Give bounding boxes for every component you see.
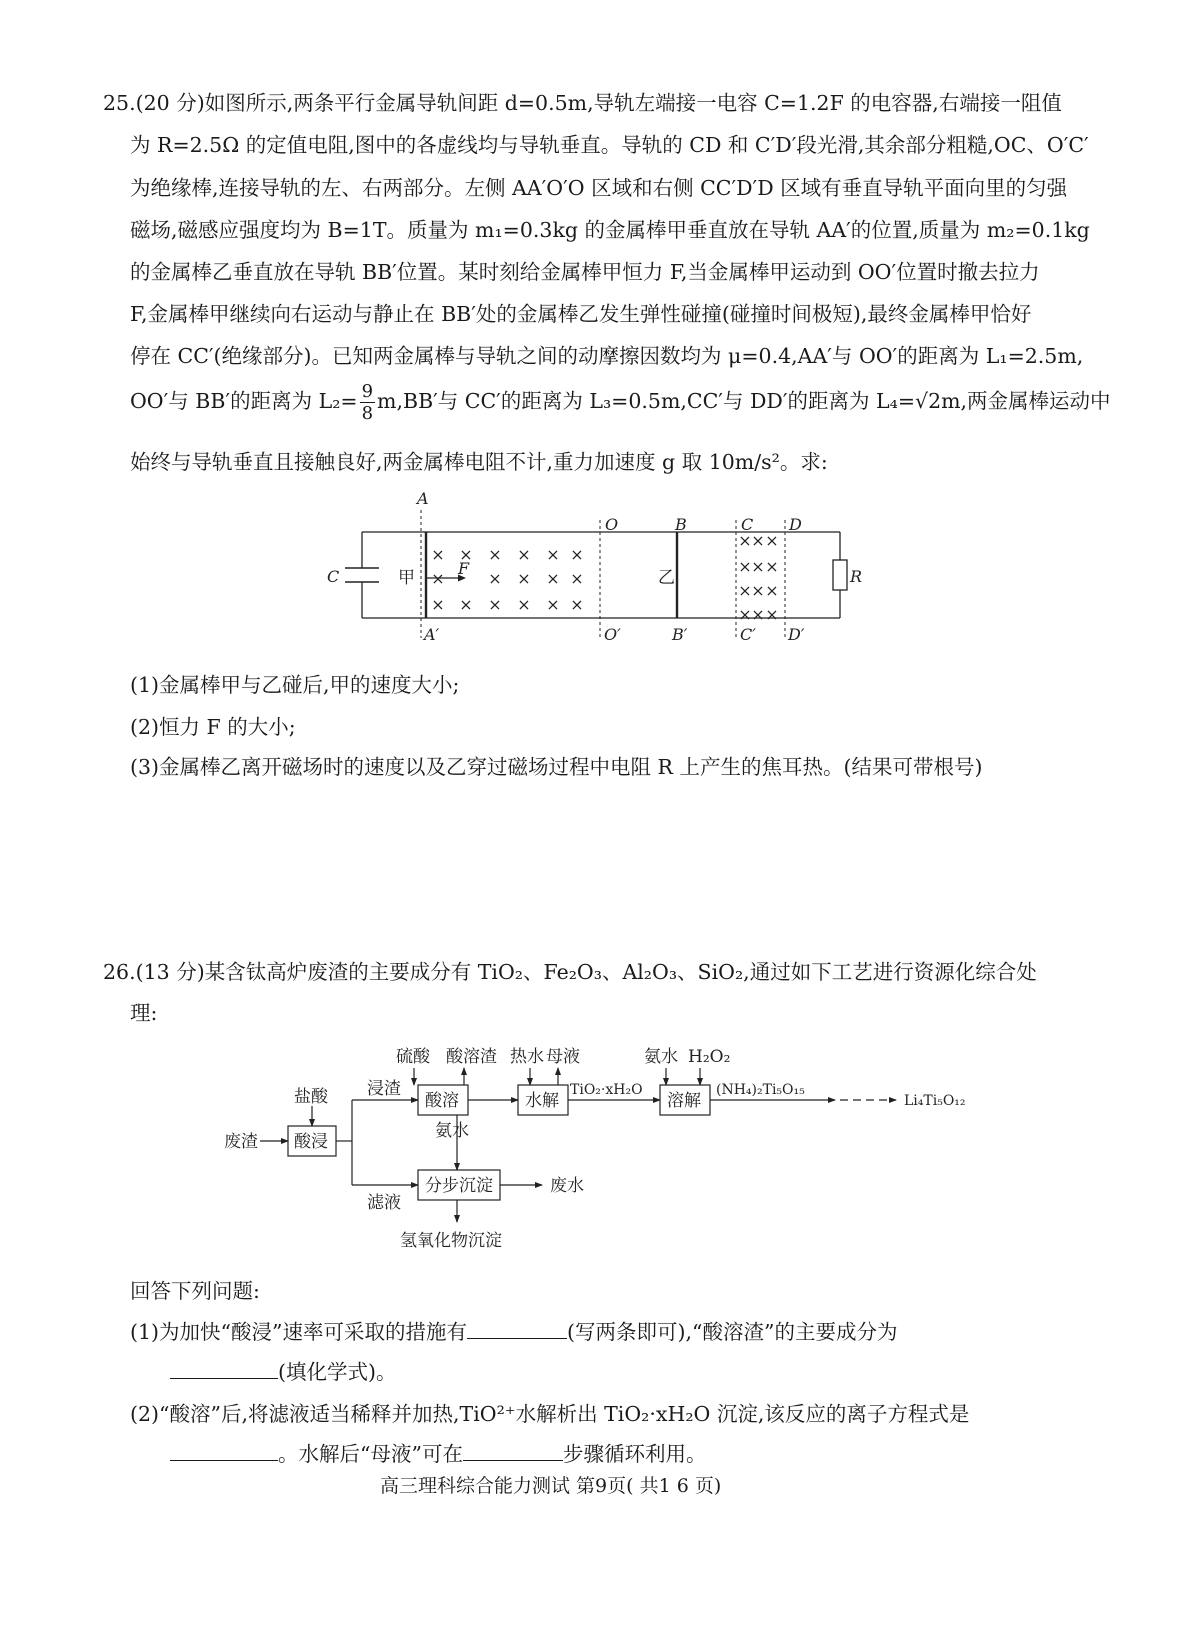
svg-text:×: × <box>459 595 473 614</box>
label-C-prime: C′ <box>740 625 756 644</box>
svg-text:×: × <box>517 545 531 564</box>
svg-text:×: × <box>570 545 584 564</box>
flow-hcl: 盐酸 <box>294 1087 328 1107</box>
svg-text:×: × <box>738 557 752 576</box>
svg-text:×: × <box>488 569 502 588</box>
flow-start: 废渣 <box>224 1132 258 1152</box>
answer-blank[interactable] <box>170 1362 278 1379</box>
label-A-prime: A′ <box>424 625 440 644</box>
flow-tio2-hydrate: TiO₂·xH₂O <box>570 1082 643 1098</box>
q25-sub-1: (1)金属棒甲与乙碰后,甲的速度大小; <box>130 673 460 697</box>
q25-sub-3: (3)金属棒乙离开磁场时的速度以及乙穿过磁场过程中电阻 R 上产生的焦耳热。(结果可带根号) <box>130 755 983 779</box>
flow-hot-water: 热水 <box>510 1047 544 1067</box>
label-A: A <box>417 490 429 508</box>
field-crosses <box>431 531 778 624</box>
svg-text:×: × <box>431 545 445 564</box>
q25-line-7: 停在 CC′(绝缘部分)。已知两金属棒与导轨之间的动摩擦因数均为 μ=0.4,AA′与 OO′的距离为 L₁=2.5m, <box>130 344 1084 368</box>
svg-text:×: × <box>751 605 765 624</box>
flow-ammonia-2: 氨水 <box>644 1047 678 1067</box>
process-flowchart <box>220 1040 1000 1260</box>
flow-ammonia-1: 氨水 <box>435 1121 469 1141</box>
label-C: C <box>741 515 754 534</box>
q25-line-2: 为 R=2.5Ω 的定值电阻,图中的各虚线均与导轨垂直。导轨的 CD 和 C′D′段光滑,其余部分粗糙,OC、O′C′ <box>130 133 1089 157</box>
svg-text:×: × <box>488 545 502 564</box>
svg-text:×: × <box>765 581 779 600</box>
svg-text:×: × <box>517 569 531 588</box>
svg-text:×: × <box>765 531 779 550</box>
flow-mother-liquor: 母液 <box>546 1047 580 1067</box>
label-rod-jia: 甲 <box>398 568 415 588</box>
answer-blank[interactable] <box>467 1322 567 1339</box>
svg-text:×: × <box>459 545 473 564</box>
svg-text:×: × <box>488 595 502 614</box>
flow-box-dissolve: 溶解 <box>667 1091 701 1111</box>
svg-text:×: × <box>546 545 560 564</box>
flow-box-hydrolysis: 水解 <box>525 1091 559 1111</box>
flow-waste-water: 废水 <box>550 1176 584 1196</box>
label-force: F <box>458 559 470 578</box>
svg-text:×: × <box>738 605 752 624</box>
label-B: B <box>675 515 687 534</box>
q25-line-3: 为绝缘棒,连接导轨的左、右两部分。左侧 AA′O′O 区域和右侧 CC′D′D 区域有垂直导轨平面向里的匀强 <box>130 176 1068 200</box>
line8-pre: OO′与 BB′的距离为 L₂= <box>130 389 358 413</box>
q25-line-5: 的金属棒乙垂直放在导轨 BB′位置。某时刻给金属棒甲恒力 F,当金属棒甲运动到 OO′位置时撤去拉力 <box>130 260 1040 284</box>
flow-box-acid-leach: 酸浸 <box>294 1132 328 1152</box>
fraction-numerator: 9 <box>361 381 374 402</box>
answer-blank[interactable] <box>463 1444 563 1461</box>
flow-h2o2: H₂O₂ <box>688 1047 731 1067</box>
label-D-prime: D′ <box>788 625 805 644</box>
svg-text:×: × <box>765 557 779 576</box>
q25-sub-2: (2)恒力 F 的大小; <box>130 715 296 739</box>
svg-text:×: × <box>751 581 765 600</box>
line8-post: m,BB′与 CC′的距离为 L₃=0.5m,CC′与 DD′的距离为 L₄=√2m,两金属棒运动中 <box>377 389 1111 413</box>
label-D: D <box>789 515 802 534</box>
q25-line-9: 始终与导轨垂直且接触良好,两金属棒电阻不计,重力加速度 g 取 10m/s²。求: <box>130 450 828 474</box>
q26-sub-1-part-a: (1)为加快“酸浸”速率可采取的措施有 <box>130 1320 467 1344</box>
q26-sub-1-cont <box>170 1362 397 1383</box>
svg-text:×: × <box>570 595 584 614</box>
svg-text:×: × <box>431 595 445 614</box>
svg-text:×: × <box>751 531 765 550</box>
q25-line-4: 磁场,磁感应强度均为 B=1T。质量为 m₁=0.3kg 的金属棒甲垂直放在导轨 AA′的位置,质量为 m₂=0.1kg <box>130 218 1090 242</box>
label-O: O <box>605 515 619 534</box>
flow-hydroxide: 氢氧化物沉淀 <box>400 1231 502 1251</box>
svg-text:×: × <box>738 531 752 550</box>
flow-box-step-precipitation: 分步沉淀 <box>425 1176 493 1196</box>
label-O-prime: O′ <box>604 625 621 644</box>
q26-sub-2-part-c: 步骤循环利用。 <box>562 1442 707 1466</box>
q26-sub-1-part-c: (填化学式)。 <box>278 1360 397 1384</box>
svg-text:×: × <box>546 595 560 614</box>
flow-h2so4: 硫酸 <box>396 1047 430 1067</box>
svg-text:×: × <box>546 569 560 588</box>
q25-line-6: F,金属棒甲继续向右运动与静止在 BB′处的金属棒乙发生弹性碰撞(碰撞时间极短),最终金属棒甲恰好 <box>130 302 1032 326</box>
svg-text:×: × <box>517 595 531 614</box>
q26-line-1: 26.(13 分)某含钛高炉废渣的主要成分有 TiO₂、Fe₂O₃、Al₂O₃、SiO₂,通过如下工艺进行资源化综合处 <box>103 960 1037 984</box>
q26-sub-1 <box>130 1322 897 1343</box>
q26-sub-2-part-b: 。水解后“母液”可在 <box>278 1442 463 1466</box>
flow-acid-residue: 酸溶渣 <box>446 1047 497 1067</box>
q26-sub-1-part-b: (写两条即可),“酸溶渣”的主要成分为 <box>567 1320 898 1344</box>
q25-line-1: 25.(20 分)如图所示,两条平行金属导轨间距 d=0.5m,导轨左端接一电容 C=1.2F 的电容器,右端接一阻值 <box>103 91 1062 115</box>
svg-text:×: × <box>738 581 752 600</box>
q26-answer-intro: 回答下列问题: <box>130 1279 260 1303</box>
q26-line-2: 理: <box>130 1001 158 1025</box>
fraction-denominator: 8 <box>361 403 374 424</box>
flow-box-acid-dissolve: 酸溶 <box>425 1091 459 1111</box>
flow-product: Li₄Ti₅O₁₂ <box>904 1093 966 1109</box>
rails-diagram <box>320 490 880 650</box>
svg-text:×: × <box>765 605 779 624</box>
label-resistor: R <box>850 567 863 586</box>
label-capacitor: C <box>327 567 340 586</box>
q26-sub-2-cont <box>170 1444 706 1465</box>
flow-filtrate: 滤液 <box>367 1193 401 1213</box>
svg-text:×: × <box>570 569 584 588</box>
q25-line-8 <box>130 380 1111 424</box>
label-B-prime: B′ <box>672 625 688 644</box>
answer-blank[interactable] <box>170 1444 278 1461</box>
fraction <box>360 381 375 424</box>
svg-text:×: × <box>751 557 765 576</box>
svg-text:×: × <box>431 569 445 588</box>
label-rod-yi: 乙 <box>658 568 675 588</box>
flow-residue: 浸渣 <box>367 1079 401 1099</box>
page-footer: 高三理科综合能力测试 第9页( 共1 6 页) <box>380 1475 722 1497</box>
q26-sub-2: (2)“酸溶”后,将滤液适当稀释并加热,TiO²⁺水解析出 TiO₂·xH₂O 沉淀,该反应的离子方程式是 <box>130 1402 970 1426</box>
flow-ammonium-titanate: (NH₄)₂Ti₅O₁₅ <box>716 1082 805 1098</box>
